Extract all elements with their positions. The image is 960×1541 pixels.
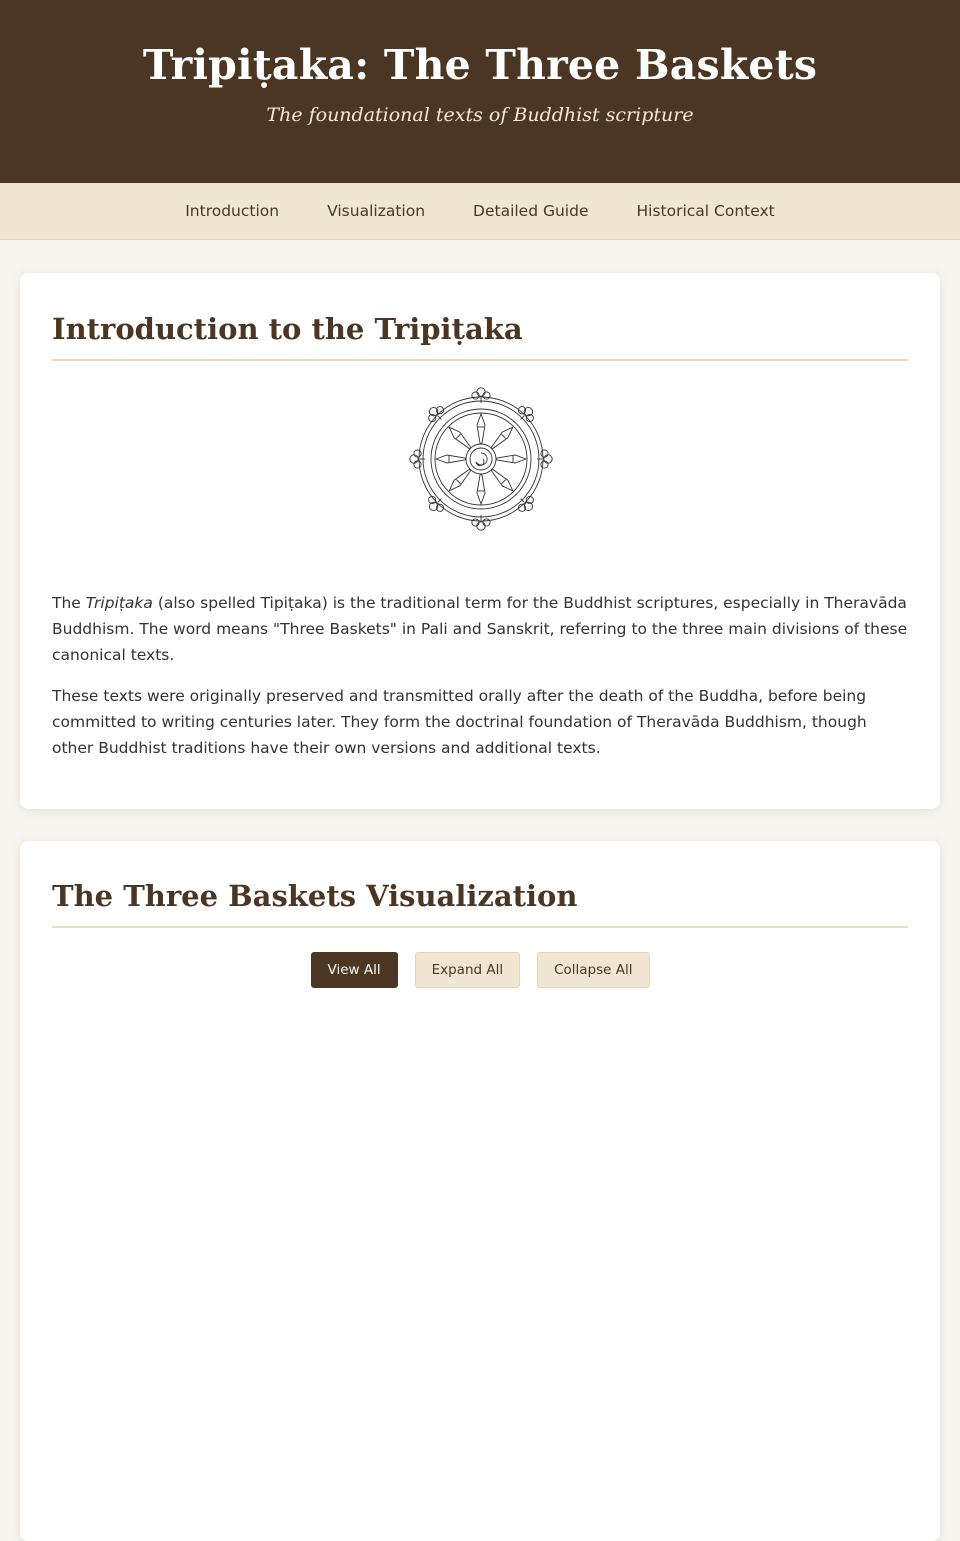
- intro-term-tripitaka: Tripiṭaka: [85, 594, 153, 612]
- intro-p1-rest: (also spelled Tipiṭaka) is the traditional term for the Buddhist scriptures, especially in Theravāda Buddhism. The word means "Three Baskets" in Pali and Sanskrit, referring to the three main divisions of these canonical texts.: [52, 594, 908, 664]
- expand-all-button[interactable]: Expand All: [415, 952, 521, 988]
- introduction-heading: Introduction to the Tripiṭaka: [52, 311, 908, 361]
- intro-paragraph-2: These texts were originally preserved and transmitted orally after the death of the Buddha, before being committed to writing centuries later. They form the doctrinal foundation of Theravāda Buddhism, though other Buddhist traditions have their own versions and additional texts.: [52, 687, 867, 757]
- nav-item-detailed-guide[interactable]: Detailed Guide: [473, 202, 589, 220]
- page-subtitle: The foundational texts of Buddhist scripture: [266, 104, 694, 126]
- introduction-text: [52, 590, 908, 776]
- site-header: [0, 0, 960, 183]
- visualization-canvas: [52, 1008, 908, 1488]
- page-title: Tripiṭaka: The Three Baskets: [142, 41, 818, 89]
- nav-item-visualization[interactable]: Visualization: [327, 202, 426, 220]
- intro-paragraph-1: [52, 590, 908, 668]
- collapse-all-button[interactable]: Collapse All: [537, 952, 649, 988]
- dharma-wheel-graphic: [405, 383, 557, 535]
- nav-item-historical-context[interactable]: Historical Context: [636, 202, 775, 220]
- main-nav: [0, 183, 960, 240]
- dharma-wheel-icon: [405, 383, 557, 535]
- view-all-button[interactable]: View All: [311, 952, 398, 988]
- visualization-controls: [52, 952, 908, 988]
- intro-p1-lead: The: [52, 594, 86, 612]
- visualization-section: [20, 841, 940, 1541]
- nav-item-introduction[interactable]: Introduction: [185, 202, 280, 220]
- introduction-section: [20, 273, 940, 809]
- visualization-heading: The Three Baskets Visualization: [52, 878, 908, 928]
